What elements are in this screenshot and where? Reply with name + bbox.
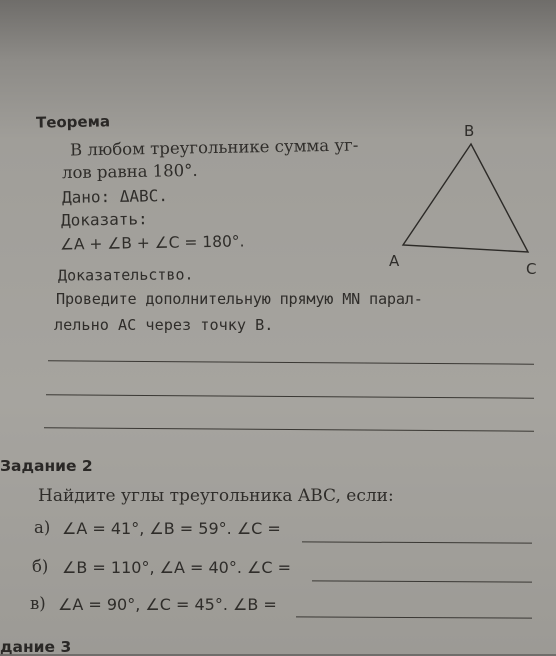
theorem-prove-formula: ∠A + ∠B + ∠C = 180°. — [59, 232, 245, 254]
theorem-heading: Теорема — [35, 112, 111, 132]
task2-item-c-label: в) — [30, 594, 46, 613]
vertex-label-c: C — [526, 260, 537, 278]
theorem-proof-label: Доказательство. — [57, 265, 194, 285]
task2-item-a-answer-line[interactable] — [302, 541, 532, 543]
task2-item-c-text: ∠A = 90°, ∠C = 45°. ∠B = — [58, 595, 277, 614]
proof-answer-line-2[interactable] — [46, 394, 534, 398]
task2-item-a-text: ∠A = 41°, ∠B = 59°. ∠C = — [62, 519, 281, 538]
proof-answer-line-3[interactable] — [44, 427, 534, 431]
task2-item-b-text: ∠B = 110°, ∠A = 40°. ∠C = — [62, 558, 292, 577]
task2-heading: Задание 2 — [0, 457, 93, 475]
triangle-abc-shape — [403, 144, 528, 252]
theorem-proof-line1: Проведите дополнительную прямую MN парал- — [56, 290, 423, 308]
theorem-statement-line1: В любом треугольнике сумма уг- — [69, 135, 359, 160]
task3-heading: дание 3 — [0, 638, 72, 656]
theorem-statement-line2: лов равна 180°. — [61, 160, 198, 183]
task2-item-c-answer-line[interactable] — [296, 616, 532, 618]
vertex-label-b: B — [464, 122, 475, 140]
task2-item-b-label: б) — [32, 557, 49, 576]
vertex-label-a: A — [389, 252, 400, 270]
task2-item-a-label: а) — [34, 518, 51, 537]
theorem-prove-label: Доказать: — [60, 209, 148, 230]
task2-prompt: Найдите углы треугольника ABC, если: — [38, 486, 394, 506]
task2-item-b-answer-line[interactable] — [312, 580, 532, 582]
theorem-given: Дано: ΔABC. — [61, 186, 169, 207]
theorem-proof-line2: лельно AC через точку B. — [54, 316, 274, 334]
triangle-abc-diagram — [380, 118, 550, 288]
proof-answer-line-1[interactable] — [48, 360, 534, 364]
